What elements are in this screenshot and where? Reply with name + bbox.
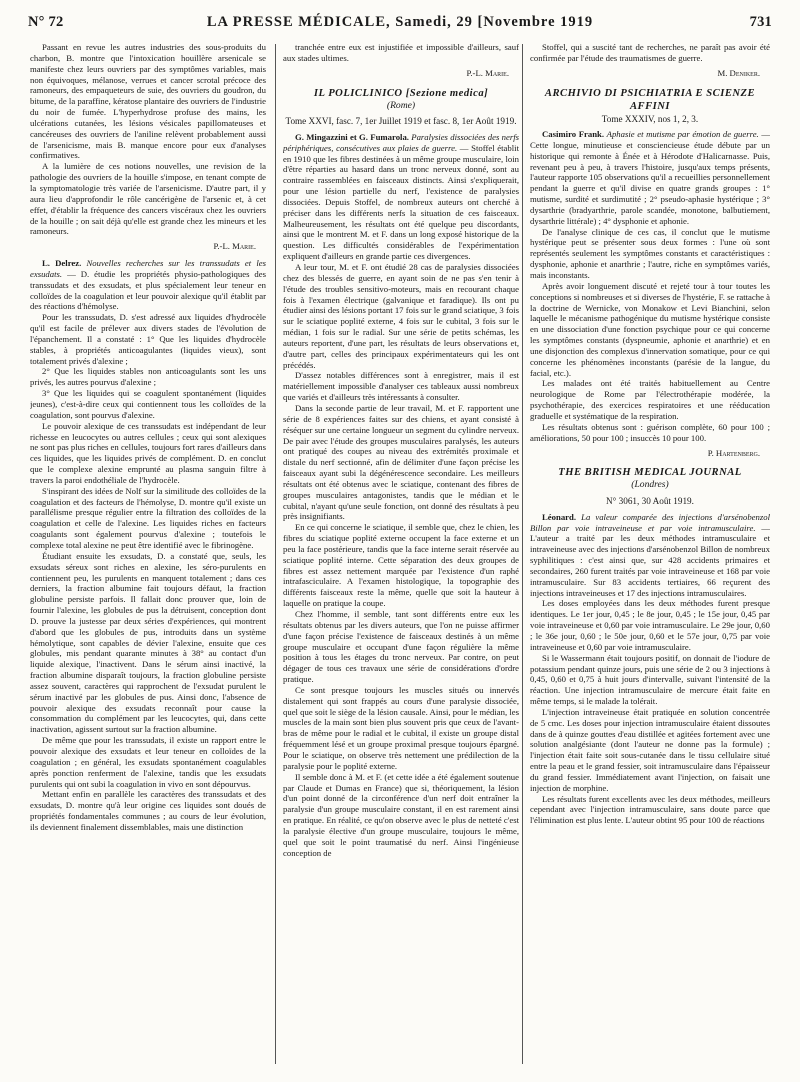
- paragraph: Chez l'homme, il semble, tant sont différents entre eux les résultats obtenus par les divers auteurs, que l'on ne puisse affirmer d'une façon précise l'existence de faisceaux destinés à un même groupe musculaire et occupant d'une façon régulière la même position à tous les étages du tronc nerveux. Par contre, on peut dégager de tous ces travaux une série de considérations d'ordre pratique.: [283, 609, 519, 685]
- paragraph: Après avoir longuement discuté et rejeté tour à tour toutes les conceptions si nombreuses et si diverses de l'hystérie, F. se rattache à la doctrine de Wernicke, von Monakow et Levi Bianchini, selon laquelle le mécanisme pathogénique du mutisme hystérique consiste en une dissociation d'une fonction psychique pour ce qui concerne les symptômes constants (dyspneumie, aphonie et anarthrie) et en une disjonction des complexus d'innervation somatique, pour ce qui concerne les phénomènes inconstants (parésie de la langue, du facial, etc.).: [530, 280, 770, 378]
- paragraph: Ce sont presque toujours les muscles situés ou innervés distalement qui sont frappés au cours d'une paralysie dissociée, quel que soit le siège de la lésion causale. Ainsi, pour le médian, les muscles de la main sont bien plus souvent pris que ceux de l'avant-bras de même pour le radial et le cubital, il existe un groupe distal fréquemment lésé et un groupe proximal presque toujours épargné. Pour le sciatique, on observe très nettement une prédilection de la paralysie pour le poplité externe.: [283, 684, 519, 771]
- journal-city: (Londres): [631, 479, 669, 491]
- issue-number: N° 72: [28, 14, 64, 30]
- signature: M. Deniker.: [717, 67, 760, 78]
- journal-issue: N° 3061, 30 Août 1919.: [606, 496, 694, 507]
- column-1: [30, 42, 266, 1067]
- article-title: Nouvelles recherches sur les transsudats et les exsudats.: [30, 258, 266, 279]
- paragraph: L'injection intraveineuse était pratiquée en solution concentrée de 5 cmc. Les doses pour injection intramusculaire étaient dissoutes dans de à quinze gouttes d'eau distillée et agitées fortement avec une solution analgésiante (dont l'auteur ne donne pas la formule) ; l'injection était faite soit sous-cutanée dans le tissu cellulaire situé entre la peau et le grand fessier, soit intramusculaire dans l'épaisseur du grand fessier. Immédiatement avant l'injection, on faisait une injection de morphine.: [530, 706, 770, 793]
- paragraph: Les résultats obtenus sont : guérison complète, 60 pour 100 ; améliorations, 50 pour 100 ; insuccès 10 pour 100.: [530, 421, 770, 443]
- journal-title: THE BRITISH MEDICAL JOURNAL: [558, 467, 742, 479]
- article-title: La valeur comparée des injections d'arsénobenzol Billon par voie intraveineuse et par voie intramusculaire.: [530, 511, 770, 533]
- paragraph: Dans la seconde partie de leur travail, M. et F. rapportent une série de 8 expériences faites sur des chiens, et ayant consisté à réséquer sur une certaine longueur un segment du cylindre nerveux. De pair avec l'étude des groupes musculaires paralysés, les auteurs ont pratiqué des coupes au niveau des extrémités proximale et distale du nerf sectionné, afin de délimiter d'une façon précise les faisceaux ayant subi la dégénérescence secondaire. Les meilleurs résultats ont été obtenus avec le sciatique, contenant des fibres de groupes musculaires antagonistes, tandis que le médian et le cubital, n'ayant qu'une seule fonction, ont donné des résultats à peu près insignifiants.: [283, 402, 519, 522]
- article-text: — D. étudie les propriétés physio-pathologiques des transsudats et des exsudats, et plus spécialement leur teneur en colloïdes de la coagulation et leur pouvoir alexique qu'il établit par des réactions d'hémolyse.: [30, 268, 266, 312]
- article-author: L. Delrez.: [42, 258, 82, 269]
- column-divider: [522, 44, 523, 1064]
- paragraph: Étudiant ensuite les exsudats, D. a constaté que, seuls, les exsudats séreux sont riches en alexine, les séro-purulents en contiennent peu, les purulents en manquent totalement ; dans ces derniers, la fraction albumine fait toujours défaut, la fraction globuline persiste parfois. Il fallait donc prouver que, loin de fournir l'alexine, les globules de pus la détruisent, conception dont D. prouve la justesse par deux séries d'expériences, qui montrent d'abord que les globules de pus, introduits dans un système hémolytique, sont capables de dévier l'alexine, ensuite que ces globules, mis pendant quarante minutes à 38° au contact d'un liquide alexique, l'inactivent. Dans le sérum ainsi inactivé, la fraction albumine disparaît toujours, la fraction globuline persiste assez souvent, caractères qui rapprochent de l'exsudat purulent le sérum inactivé par les globules de pus. Ainsi donc, l'absence de pouvoir alexique des exsudats reconnaît pour cause la consommation du complément par les leucocytes, qui, dans cette inactivation, agissent surtout sur la fraction albumine.: [30, 550, 266, 735]
- paragraph: Les résultats furent excellents avec les deux méthodes, meilleurs cependant avec l'injection intramusculaire, sans doute parce que l'élimination est plus lente. L'auteur obtint 95 pour 100 de réactions: [530, 793, 770, 826]
- paragraph: Le pouvoir alexique de ces transsudats est indépendant de leur richesse en leucocytes ou autres cellules ; ceux qui sont alexiques ne sont pas plus riches en cellules, toujours fort rares d'ailleurs dans ces liquides, que les liquides privés de complément. D. en conclut que le complexe alexine emprunté au plasma sanguin filtre à travers la paroi endothéliale de l'hydrocèle.: [30, 420, 266, 485]
- paragraph: A leur tour, M. et F. ont étudié 28 cas de paralysies dissociées chez des blessés de guerre, en ayant soin de ne pas s'en tenir à l'étude des troubles sensitivo-moteurs, mais en recourant chaque fois à l'examen électrique (galvanique et faradique). Ils ont pu étudier ainsi des lésions portant 17 fois sur le grand sciatique, 3 fois sur le sciatique poplité externe, 4 fois sur le cubital, 3 fois sur le médian, 1 fois sur le radial. Sur une série de petits schémas, les auteurs reportent, d'une part, les résultats de leurs observations et, d'autre part, celles des principaux expérimentateurs qui les ont précédés.: [283, 262, 519, 370]
- paragraph: S'inspirant des idées de Nolf sur la similitude des colloïdes de la coagulation et des facteurs de l'hémolyse, D. montre qu'il existe un parallélisme presque régulier entre la filtration des colloïdes de la coagulation et celle de l'alexine. Les liquides riches en facteurs coagulants sont également pourvus d'alexine ; toutefois le complexe total alexine ne peut être identifié avec le fibrinogène.: [30, 485, 266, 550]
- paragraph: Stoffel, qui a suscité tant de recherches, ne paraît pas avoir été confirmée par l'étude des traumatismes de guerre.: [530, 42, 770, 63]
- paragraph: Les malades ont été traités habituellement au Centre neurologique de Rome par l'électrothérapie modérée, la psychothérapie, des exercices respiratoires et une rééducation graduelle et systématique de la respiration.: [530, 378, 770, 421]
- paragraph: tranchée entre eux est injustifiée et impossible d'ailleurs, sauf aux stades ultimes.: [283, 42, 519, 63]
- paragraph: Il semble donc à M. et F. (et cette idée a été également soutenue par Claude et Dumas en France) que si, théoriquement, la lésion d'un point donné de la circonférence d'un nerf doit entraîner la paralysie d'un groupe musculaire constant, il en est rarement ainsi en pratique. En réalité, ce qu'on observe avec le plus de netteté c'est la paralysie élective d'un groupe musculaire, toujours le même, quel que soit le point traumatisé du nerf. Ainsi l'ingénieuse conception de: [283, 771, 519, 858]
- journal-city: (Rome): [386, 99, 416, 111]
- column-divider: [275, 44, 276, 1064]
- paragraph: Mettant enfin en parallèle les caractères des transsudats et des exsudats, D. montre qu'à leur origine ces liquides sont doués de propriétés fondamentales communes ; au cours de leur évolution, ils deviennent finalement dissemblables, mais une distinction: [30, 789, 266, 832]
- column-2: [283, 42, 519, 1067]
- page-header: [28, 14, 772, 38]
- paragraph: A la lumière de ces notions nouvelles, une revision de la pathologie des ouvriers de la houille s'impose, en tenant compte de la symptomatologie très variée de l'arsenicisme. D'autre part, il y aura lieu d'approfondir le rôle cancérigène de l'arsenic et, à cet effet, d'établir la fréquence des cancers viscéraux chez les ouvriers de la houille ; on sait déjà qu'elle est grande chez les mineurs et les ramoneurs.: [30, 161, 266, 237]
- paragraph: Les doses employées dans les deux méthodes furent presque identiques. Le 1er jour, 0,45 ; le 8e jour, 0,45 ; le 15e jour, 0,45 par voie intraveineuse et 0,60 par voie intramusculaire. Le 29e jour, 0,60 ; le 36e jour, 0,60 ; le 50e jour, 0,60 et le 57e jour, 0,75 par voie intraveineuse et 0,60 par voie intramusculaire.: [530, 598, 770, 652]
- paragraph: D'assez notables différences sont à enregistrer, mais il est matériellement impossible d'analyser ces tableaux aussi nombreux que variés et d'ailleurs très intéressants à consulter.: [283, 370, 519, 403]
- journal-issue: Tome XXXIV, nos 1, 2, 3.: [601, 113, 699, 124]
- article-lead: [530, 129, 770, 227]
- article-lead: [283, 132, 519, 262]
- journal-issue: Tome XXVI, fasc. 7, 1er Juillet 1919 et fasc. 8, 1er Août 1919.: [285, 116, 517, 127]
- article-text: — Cette longue, minutieuse et consciencieuse étude débute par un historique qui remonte à Énée et à Hérodote d'Halicarnasse. Puis, revenant peu à peu, à travers l'histoire, jusqu'aux temps présents, l'auteur rapporte 105 observations qu'il a recueillies personnellement pendant la guerre et qu'il divise en quatre grands groupes : 1° mutisme, surdité et surdimutité ; 2° pseudo-aphasie hystérique ; 3° dysarthrie (bradyarthrie, parole scandée, monotone, balbutiement, dysarthrie littérale) ; 4° dysphonie et aphonie.: [530, 129, 770, 226]
- paragraph: De même que pour les transsudats, il existe un rapport entre le pouvoir alexique des exsudats et leur teneur en colloïdes de la coagulation ; en général, les exsudats spontanément coagulables après ponction renferment de l'alexine, tandis que les exsudats purulents qui ont subi la coagulation in vivo en sont dépourvus.: [30, 735, 266, 789]
- paragraph: Passant en revue les autres industries des sous-produits du charbon, B. montre que l'intoxication houillère arsenicale se manifeste chez leurs ouvriers par des symptômes variables, mais non équivoques, mélanose, verrues et cancer scrotal précoce des ramoneurs, des empaqueteurs de suie, des ouvriers du goudron, du bitume, de la paraffine, kératose plantaire des ouvriers de l'industrie du noir de fumée. L'hyperhydrose profuse des mains, les ulcérations cutanées, les lésions vésicales papillomateuses et cancéreuses des ouvriers de l'aniline relèvent probablement aussi de l'arsenicisme, mais B. manque encore pour eux d'analyses confirmatives.: [30, 42, 266, 161]
- article-lead: [30, 258, 266, 312]
- journal-title: ARCHIVIO DI PSICHIATRIA E SCIENZE AFFINI: [544, 87, 756, 112]
- article-text: — L'auteur a traité par les deux méthodes intramusculaire et intraveineuse avec des injections d'arsénobenzol Billon de nombreux syphilitiques : c'est ainsi que, sur 428 accidents primaires et secondaires, 260 furent traités par voie intraveineuse et 168 par voie intramusculaire. Sur 83 accidents tertiaires, 66 reçurent des injections intraveineuses et 17 des injections intramusculaires.: [530, 522, 770, 598]
- paragraph: 2° Que les liquides stables non anticoagulants sont les uns privés, les autres pourvus d'alexine ;: [30, 366, 266, 388]
- article-author: Léonard.: [542, 511, 577, 522]
- article-title: Paralysies dissociées des nerfs périphériques, consécutives aux plaies de guerre.: [283, 131, 519, 153]
- article-text: — Stoffel établit en 1910 que les fibres destinées à un même groupe musculaire, loin d'être réparties au hasard dans un tronc nerveux donné, sont au contraire rassemblées en faisceaux distincts. Ainsi s'expliquerait, pour une lésion partielle du nerf, l'existence de paralysies dissociées. Depuis Stoffel, de nombreux auteurs ont cherché à préciser dans les différents nerfs la situation de ces faisceaux. Malheureusement, les résultats ont été quelque peu discordants, ainsi que le montrent M. et F. dans un long exposé historique de la question. Les difficultés considérables de l'expérimentation expliquent d'ailleurs en grande partie ces divergences.: [283, 142, 519, 262]
- journal-title: IL POLICLINICO [Sezione medica]: [313, 87, 489, 99]
- signature: P.-L. Marie.: [213, 241, 256, 252]
- signature: P.-L. Marie.: [466, 67, 509, 78]
- paragraph: Si le Wassermann était toujours positif, on donnait de l'iodure de potassium pendant quinze jours, puis une série de 2 ou 3 injections à 0,45, 0,60 et 0,75 à huit jours d'intervalle, suivant l'intensité de la réaction. Une injection intramusculaire de mercure était faite en même temps, si le malade la tolérait.: [530, 652, 770, 707]
- article-author: G. Mingazzini et G. Fumarola.: [295, 131, 409, 142]
- paragraph: Pour les transsudats, D. s'est adressé aux liquides d'hydrocèle qu'il est facile de prélever aux divers stades de l'évolution de l'épanchement. Il a constaté : 1° Que les liquides d'hydrocèle stables, à propriétés anticoagulantes (liquides vieux), sont totalement privés d'alexine ;: [30, 312, 266, 366]
- paragraph: En ce qui concerne le sciatique, il semble que, chez le chien, les fibres du sciatique poplité externe occupent la face externe et un peu la face postérieure, tandis que la face interne serait réservée au sciatique poplité interne. Cette séparation des deux groupes de fibres est assez nettement marquée par l'existence d'un raphé intrafasciculaire. A l'examen histologique, la topographie des différents faisceaux reste la même, quelle que soit la hauteur à laquelle on pratique la coupe.: [283, 522, 519, 609]
- article-title: Aphasie et mutisme par émotion de guerre.: [606, 129, 759, 140]
- running-title: LA PRESSE MÉDICALE, Samedi, 29 [Novembre 1919: [206, 14, 594, 30]
- column-3: [530, 42, 770, 1067]
- page-number: 731: [749, 14, 772, 30]
- paragraph: 3° Que les liquides qui se coagulent spontanément (liquides jeunes), c'est-à-dire ceux qui contiennent tous les colloïdes de la coagulation, sont pourvus d'alexine.: [30, 388, 266, 420]
- article-author: Casimiro Frank.: [542, 129, 605, 140]
- paragraph: De l'analyse clinique de ces cas, il conclut que le mutisme hystérique peut se présenter sous deux formes : l'une où sont représentés seulement les symptômes constants et caractéristiques : dysphonie, aphonie et anarthrie ; l'autre, riche en symptômes variés, mais inconstants.: [530, 226, 770, 280]
- article-lead: [530, 512, 770, 599]
- signature: P. Hartenberg.: [707, 447, 760, 458]
